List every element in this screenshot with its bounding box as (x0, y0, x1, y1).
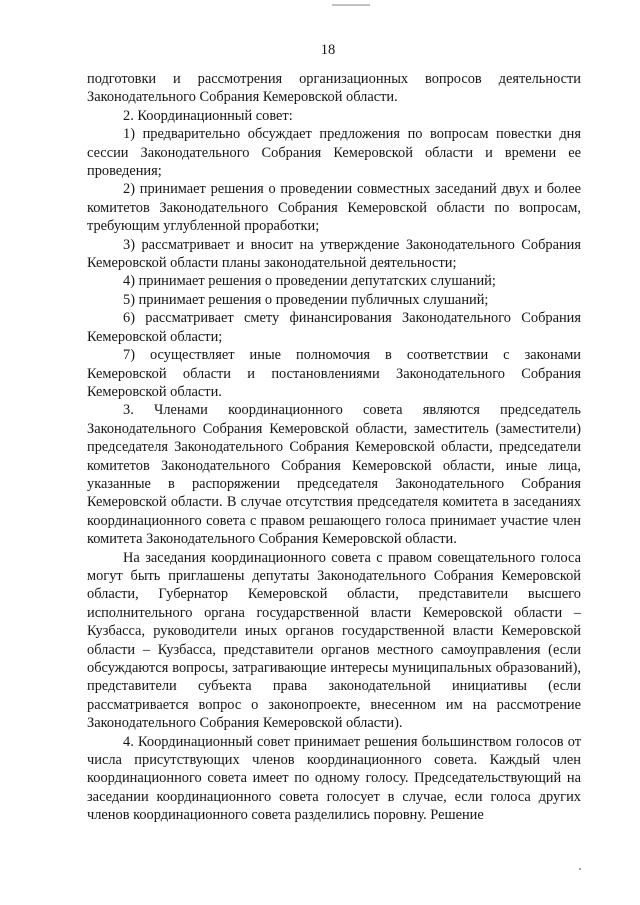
paragraph-section-4: 4. Координационный совет принимает решения большинством голосов от числа присутствующих членов координационного совета. Каждый член координационного совета имеет по одному голосу. Председательствующий на заседании координационного совета голосует в случае, если голоса других членов координационного совета разделились поровну. Решение (87, 733, 581, 824)
paragraph-item-5: 5) принимает решения о проведении публичных слушаний; (123, 291, 489, 308)
scan-speck (579, 868, 581, 870)
scan-artifact (332, 4, 370, 6)
paragraph-item-7: 7) осуществляет иные полномочия в соответствии с законами Кемеровской области и постановлениями Законодательного Собрания Кемеровской области. (87, 347, 581, 400)
paragraph-continuation: подготовки и рассмотрения организационных вопросов деятельности Законодательного Собрания Кемеровской области. (87, 71, 581, 106)
paragraph-item-6: 6) рассматривает смету финансирования Законодательного Собрания Кемеровской области; (87, 310, 581, 345)
paragraph-section-2-heading: 2. Координационный совет: (123, 107, 293, 124)
paragraph-item-2: 2) принимает решения о проведении совместных заседаний двух и более комитетов Законодательного Собрания Кемеровской области по вопросам, требующим углубленной проработки; (87, 181, 581, 235)
page-number: 18 (320, 42, 336, 58)
paragraph-advisory-vote: На заседания координационного совета с правом совещательного голоса могут быть приглашены депутаты Законодательного Собрания Кемеровской области, Губернатор Кемеровской области, представители высшего исполнительного органа государственной власти Кемеровской области – Кузбасса, руководители иных органов государственной власти Кемеровской области – Кузбасса, представители органов местного самоуправления (если обсуждаются вопросы, затрагивающие интересы муниципальных образований), представители субъекта права законодательной инициативы (если рассматривается вопрос о законопроекте, внесенном им на рассмотрение Законодательного Собрания Кемеровской области). (87, 549, 581, 732)
paragraph-section-3: 3. Членами координационного совета являются председатель Законодательного Собрания Кемеровской области, заместитель (заместители) председателя Законодательного Собрания Кемеровской области, председатели комитетов Законодательного Собрания Кемеровской области, иные лица, указанные в распоряжении председателя Законодательного Собрания Кемеровской области. В случае отсутствия председателя комитета в заседаниях координационного совета с правом решающего голоса принимает участие член комитета Законодательного Собрания Кемеровской области. (87, 402, 581, 548)
paragraph-item-3: 3) рассматривает и вносит на утверждение Законодательного Собрания Кемеровской области планы законодательной деятельности; (87, 236, 581, 272)
paragraph-item-4: 4) принимает решения о проведении депутатских слушаний; (123, 273, 496, 290)
paragraph-item-1: 1) предварительно обсуждает предложения по вопросам повестки дня сессии Законодательного Собрания Кемеровской области и времени ее проведения; (87, 126, 581, 180)
document-body (87, 70, 581, 825)
